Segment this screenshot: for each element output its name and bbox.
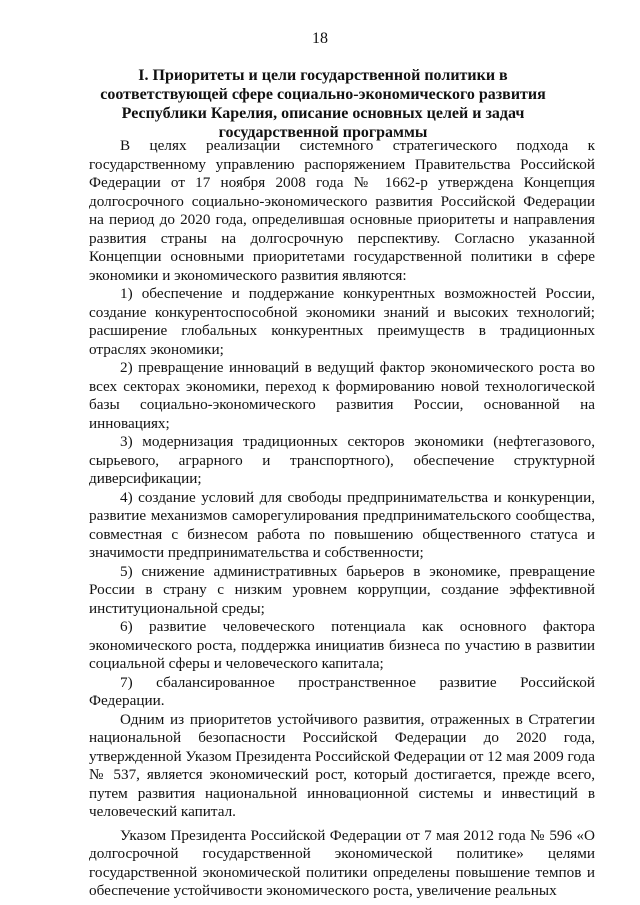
- list-item-1: 1) обеспечение и поддержание конкурентных возможностей России, создание конкурентоспособной экономики знаний и высоких технологий; расширение глобальных конкурентных преимуществ в традиционных отраслях экономики;: [89, 285, 595, 358]
- list-item-7: 7) сбалансированное пространственное развитие Российской Федерации.: [89, 673, 595, 709]
- page-number: 18: [312, 30, 328, 47]
- paragraph-decree: Указом Президента Российской Федерации от 7 мая 2012 года № 596 «О долгосрочной государственной экономической политике» целями государственной экономической политики определены повышение темпов и обеспечение устойчивости экономического роста, увеличение реальных: [89, 826, 595, 899]
- list-item-4: 4) создание условий для свободы предпринимательства и конкуренции, развитие механизмов саморегулирования предпринимательского сообщества, совместная с бизнесом работа по повышению общественного статуса и значимости предпринимательства и собственности;: [89, 488, 595, 561]
- section-heading: I. Приоритеты и цели государственной политики в соответствующей сфере социально-экономического развития Республики Карелия, описание основных целей и задач государственной программы: [100, 67, 546, 141]
- list-item-2: 2) превращение инноваций в ведущий фактор экономического роста во всех секторах экономики, переход к формированию новой технологической базы социально-экономического развития России, основанной на инновациях;: [89, 359, 595, 432]
- paragraph-strategy: Одним из приоритетов устойчивого развития, отраженных в Стратегии национальной безопасности Российской Федерации до 2020 года, утвержденной Указом Президента Российской Федерации от 12 мая 2009 года № 537, является экономический рост, который достигается, прежде всего, путем развития национальной инновационной системы и инвестиций в человеческий капитал.: [89, 710, 595, 820]
- paragraph-intro: В целях реализации системного стратегического подхода к государственному управлению распоряжением Правительства Российской Федерации от 17 ноября 2008 года № 1662-р утверждена Концепция долгосрочного социально-экономического развития Российской Федерации на период до 2020 года, определившая основные приоритеты и направления развития страны на долгосрочную перспективу. Согласно указанной Концепции основными приоритетами государственной политики в сфере экономики и экономического развития являются:: [89, 137, 595, 284]
- list-item-3: 3) модернизация традиционных секторов экономики (нефтегазового, сырьевого, аграрного и транспортного), обеспечение структурной диверсификации;: [89, 433, 595, 487]
- list-item-5: 5) снижение административных барьеров в экономике, превращение России в страну с низким уровнем коррупции, создание эффективной институциональной среды;: [89, 562, 595, 617]
- list-item-6: 6) развитие человеческого потенциала как основного фактора экономического роста, поддержка инициатив бизнеса по участию в развитии социальной сферы и человеческого капитала;: [89, 618, 595, 672]
- document-body: [89, 137, 595, 901]
